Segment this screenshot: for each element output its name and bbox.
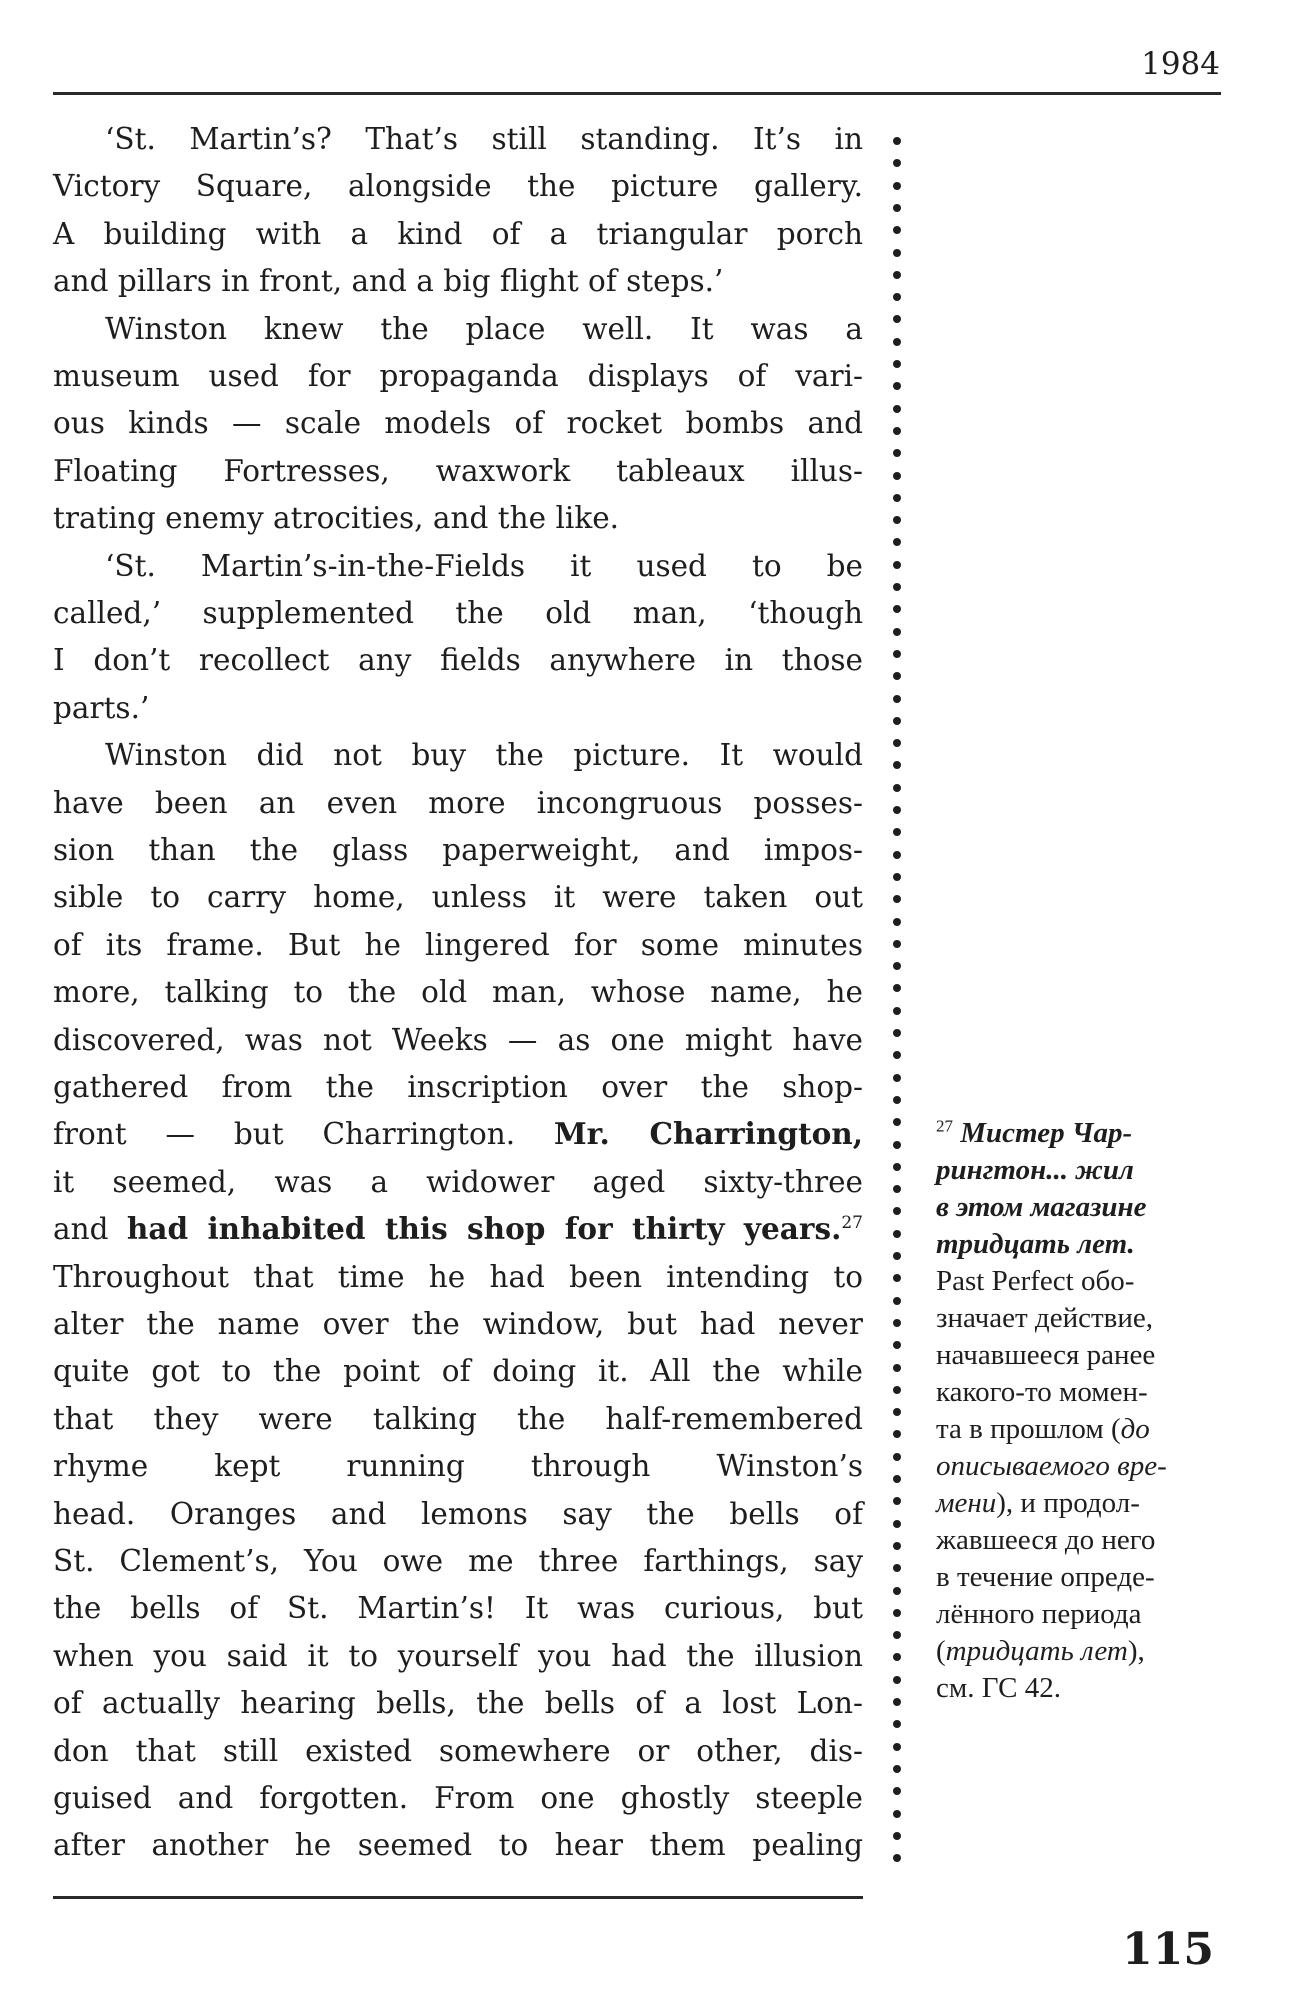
text-line: have been an even more incongruous posses-	[53, 786, 863, 820]
divider-dot	[893, 561, 901, 569]
text-line: that they were talking the half-remembered	[53, 1402, 863, 1436]
sidenote-heading: в этом магазине	[936, 1191, 1147, 1223]
divider-dot	[893, 360, 901, 368]
divider-dot	[893, 1631, 901, 1639]
divider-dot	[893, 695, 901, 703]
divider-dot	[893, 739, 901, 747]
divider-dot	[893, 1497, 901, 1505]
sidenote-line: значает действие,	[936, 1302, 1153, 1334]
sidenote-line: Past Perfect обо-	[936, 1265, 1135, 1297]
divider-dot	[893, 828, 901, 836]
divider-dot	[893, 1252, 901, 1260]
sidenote-heading: рингтон... жил	[936, 1154, 1134, 1186]
sidenote-text: ), и продол-	[996, 1487, 1140, 1519]
divider-dot	[893, 1587, 901, 1595]
sidenote-line: лённого периода	[936, 1598, 1142, 1630]
divider-dot	[893, 182, 901, 190]
divider-dot	[893, 137, 901, 145]
divider-dot	[893, 895, 901, 903]
text-line: ‘St. Martin’s-in-the-Fields it used to be	[105, 549, 863, 583]
sidenote-text: (	[936, 1635, 946, 1667]
sidenote-italic: мени	[936, 1487, 997, 1519]
text-line: when you said it to yourself you had the illusion	[53, 1639, 863, 1673]
bold-phrase: had inhabited this shop for thirty years.	[126, 1211, 842, 1246]
divider-dot	[893, 405, 901, 413]
sidenote-line	[936, 1412, 1206, 1446]
text-line: after another he seemed to hear them pealing	[53, 1828, 863, 1862]
text-line: I don’t recollect any fields anywhere in those	[53, 643, 863, 677]
sidenote-line: см. ГС 42.	[936, 1672, 1061, 1704]
footnote-ref: 27	[841, 1213, 863, 1234]
divider-dot	[893, 1787, 901, 1795]
divider-dot	[893, 1520, 901, 1528]
text-line: gathered from the inscription over the shop-	[53, 1070, 863, 1104]
text-line	[53, 1116, 863, 1152]
divider-dot	[893, 605, 901, 613]
sidenote-line: в течение опреде-	[936, 1561, 1155, 1593]
sidenote-line	[936, 1190, 1206, 1224]
divider-dot	[893, 271, 901, 279]
divider-dot	[893, 851, 901, 859]
divider-dot	[893, 1386, 901, 1394]
text-line: the bells of St. Martin’s! It was curious, but	[53, 1591, 863, 1625]
sidenote-heading: Мистер Чар-	[960, 1117, 1133, 1149]
divider-dot	[893, 249, 901, 257]
divider-dot	[893, 1074, 901, 1082]
divider-dot	[893, 1676, 901, 1684]
divider-dot	[893, 1810, 901, 1818]
divider-dot	[893, 1453, 901, 1461]
sidenote-heading: тридцать лет.	[936, 1228, 1135, 1260]
divider-dot	[893, 293, 901, 301]
text-line: it seemed, was a widower aged sixty-three	[53, 1165, 863, 1199]
divider-dot	[893, 1475, 901, 1483]
sidenote-text: та в прошлом (	[936, 1413, 1121, 1445]
text-line: Throughout that time he had been intending to	[53, 1260, 863, 1294]
divider-dot	[893, 650, 901, 658]
text-line: Winston did not buy the picture. It would	[105, 738, 863, 772]
divider-dot	[893, 159, 901, 167]
divider-dot	[893, 761, 901, 769]
divider-dot	[893, 1720, 901, 1728]
text-line: don that still existed somewhere or other, dis-	[53, 1734, 863, 1768]
divider-dot	[893, 1653, 901, 1661]
text-line: discovered, was not Weeks — as one might have	[53, 1023, 863, 1057]
sidenote-italic: тридцать лет	[945, 1635, 1128, 1667]
text-line: quite got to the point of doing it. All the while	[53, 1354, 863, 1388]
divider-dot	[893, 1832, 901, 1840]
divider-dot	[893, 1319, 901, 1327]
divider-dot	[893, 338, 901, 346]
divider-dot	[893, 1230, 901, 1238]
divider-dot	[893, 1185, 901, 1193]
running-head: 1984	[1141, 46, 1220, 82]
sidenote-line: начавшееся ранее	[936, 1339, 1156, 1371]
text-line: Floating Fortresses, waxwork tableaux illus-	[53, 454, 863, 488]
sidenote-number: 27	[936, 1116, 953, 1136]
divider-dot	[893, 1007, 901, 1015]
divider-dot	[893, 1430, 901, 1438]
sidenote-line: жавшееся до него	[936, 1524, 1156, 1556]
divider-dot	[893, 1297, 901, 1305]
text-line: sible to carry home, unless it were taken out	[53, 880, 863, 914]
divider-dot	[893, 1341, 901, 1349]
divider-dot	[893, 1141, 901, 1149]
divider-dot	[893, 1564, 901, 1572]
divider-dot	[893, 1029, 901, 1037]
text-line: parts.’	[53, 691, 150, 725]
text-line: A building with a kind of a triangular porch	[53, 217, 863, 251]
text-line: ‘St. Martin’s? That’s still standing. It’s in	[105, 122, 863, 156]
sidenote-italic: до	[1120, 1413, 1150, 1445]
sidenote-text: ),	[1127, 1635, 1145, 1667]
header-rule	[53, 92, 1221, 95]
divider-dot	[893, 449, 901, 457]
divider-dot	[893, 962, 901, 970]
divider-dot	[893, 382, 901, 390]
divider-dot	[893, 1854, 901, 1862]
bold-name: Mr. Charrington,	[554, 1116, 863, 1151]
text-line: of actually hearing bells, the bells of a lost Lon-	[53, 1686, 863, 1720]
sidenote-line	[936, 1486, 1206, 1520]
divider-dot	[893, 1118, 901, 1126]
text-segment: and	[53, 1212, 109, 1246]
text-line: ous kinds — scale models of rocket bombs and	[53, 406, 863, 440]
sidenote-line	[936, 1449, 1206, 1483]
text-line: more, talking to the old man, whose name, he	[53, 975, 863, 1009]
text-line: of its frame. But he lingered for some minutes	[53, 928, 863, 962]
sidenote-line	[936, 1227, 1206, 1261]
divider-dot	[893, 1698, 901, 1706]
divider-dot	[893, 204, 901, 212]
page-number: 115	[1122, 1924, 1214, 1975]
divider-dot	[893, 672, 901, 680]
text-line: guised and forgotten. From one ghostly steeple	[53, 1781, 863, 1815]
divider-dot	[893, 717, 901, 725]
divider-dot	[893, 1542, 901, 1550]
text-line: St. Clement’s, You owe me three farthings, say	[53, 1544, 863, 1578]
text-line: alter the name over the window, but had never	[53, 1307, 863, 1341]
divider-dot	[893, 873, 901, 881]
footer-rule	[53, 1896, 863, 1899]
divider-dot	[893, 784, 901, 792]
divider-dot	[893, 1364, 901, 1372]
text-line: head. Oranges and lemons say the bells of	[53, 1497, 863, 1531]
divider-dot	[893, 226, 901, 234]
divider-dot	[893, 427, 901, 435]
divider-dot	[893, 984, 901, 992]
sidenote-line: какого-то момен-	[936, 1376, 1148, 1408]
sidenote-line	[936, 1634, 1206, 1668]
sidenote-line	[936, 1153, 1206, 1187]
text-line: called,’ supplemented the old man, ‘though	[53, 596, 863, 630]
text-line: Winston knew the place well. It was a	[105, 312, 863, 346]
divider-dot	[893, 1408, 901, 1416]
divider-dot	[893, 494, 901, 502]
divider-dot	[893, 918, 901, 926]
divider-dot	[893, 1609, 901, 1617]
sidenote-italic: описываемого вре-	[936, 1450, 1167, 1482]
divider-dot	[893, 315, 901, 323]
divider-dot	[893, 628, 901, 636]
divider-dot	[893, 538, 901, 546]
divider-dot	[893, 940, 901, 948]
divider-dot	[893, 583, 901, 591]
divider-dot	[893, 1274, 901, 1282]
divider-dot	[893, 1743, 901, 1751]
divider-dot	[893, 1051, 901, 1059]
divider-dot	[893, 1163, 901, 1171]
text-line: Victory Square, alongside the picture gallery.	[53, 169, 863, 203]
text-line: and pillars in front, and a big flight of steps.’	[53, 264, 724, 298]
text-line: trating enemy atrocities, and the like.	[53, 501, 620, 535]
text-segment: front — but Charrington.	[53, 1117, 516, 1151]
divider-dot	[893, 806, 901, 814]
divider-dot	[893, 472, 901, 480]
divider-dot	[893, 1207, 901, 1215]
sidenote-line	[936, 1116, 1206, 1150]
divider-dot	[893, 1765, 901, 1773]
text-line	[53, 1211, 863, 1247]
text-line: sion than the glass paperweight, and impos-	[53, 833, 863, 867]
text-line: rhyme kept running through Winston’s	[53, 1449, 863, 1483]
divider-dot	[893, 1096, 901, 1104]
text-line: museum used for propaganda displays of vari-	[53, 359, 863, 393]
divider-dot	[893, 516, 901, 524]
